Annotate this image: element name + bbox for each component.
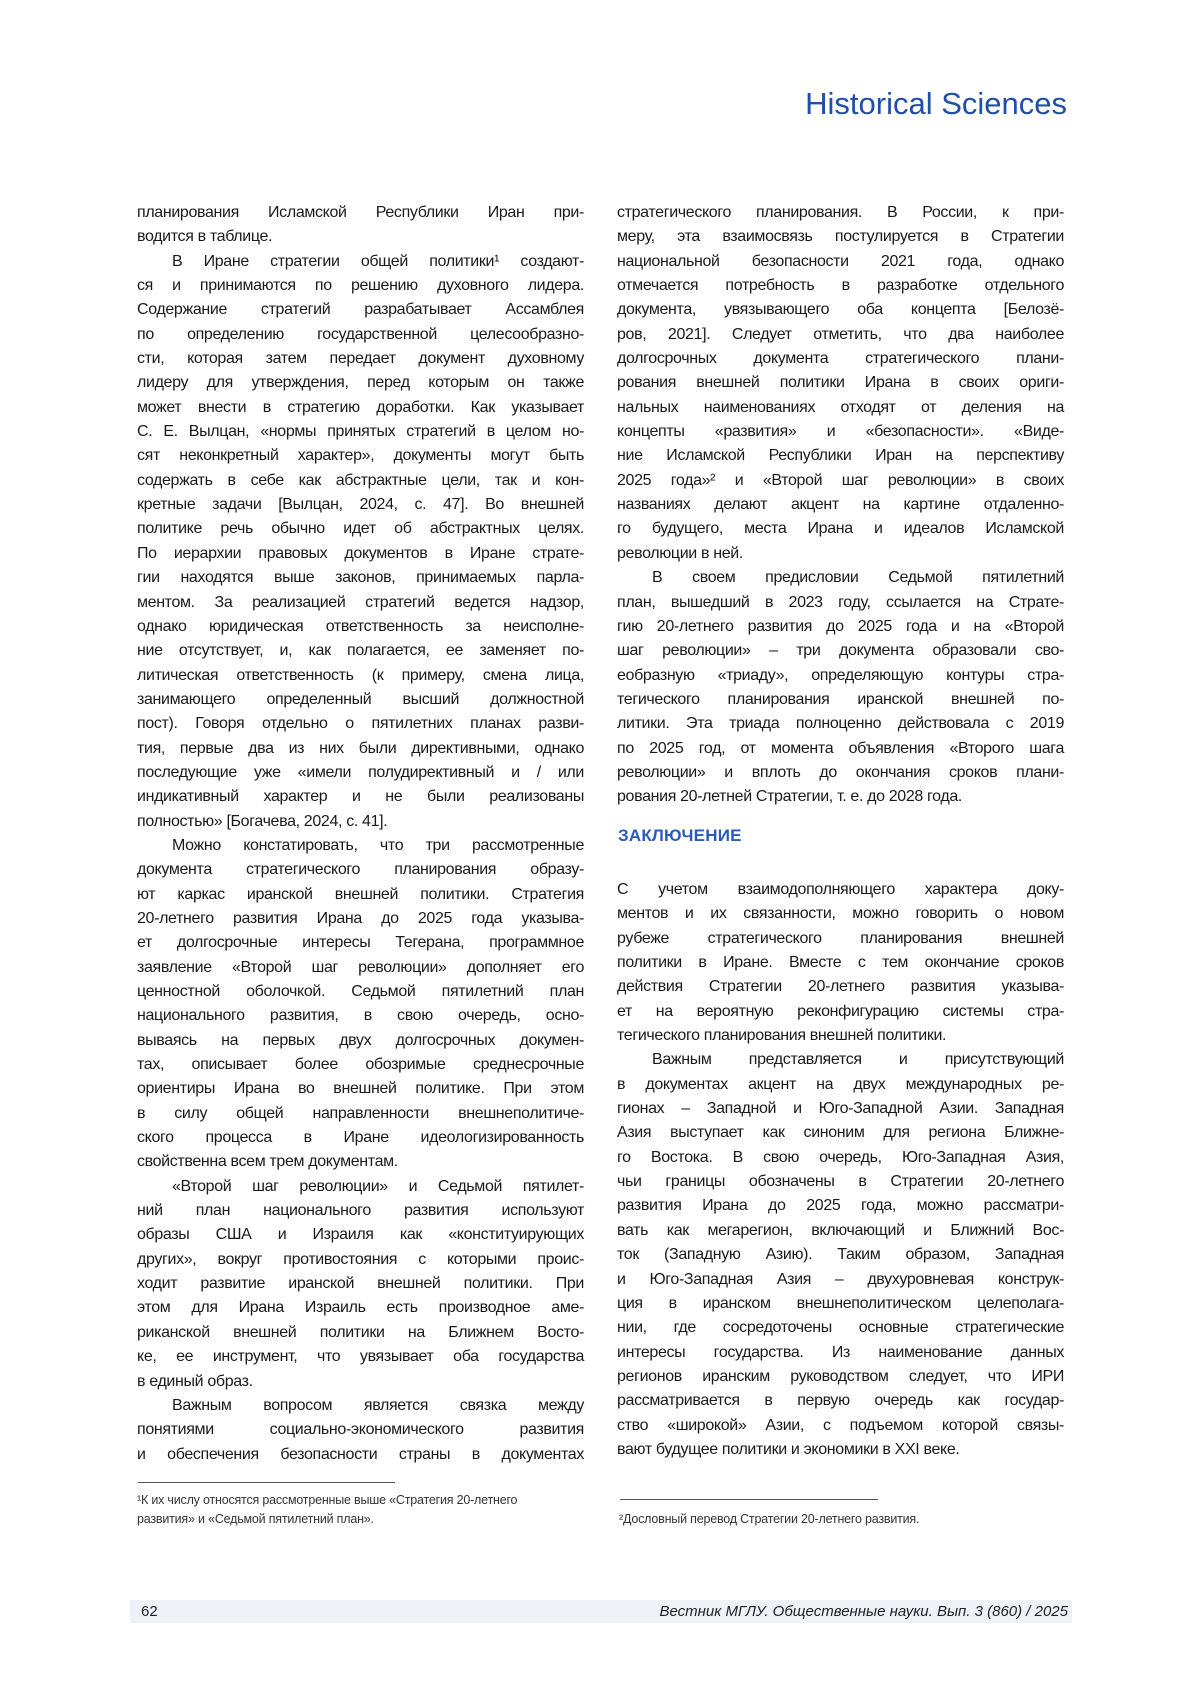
text-line: национальной безопасности 2021 года, однако [617, 250, 1064, 274]
text-line: вать как мегарегион, включающий и Ближний Вос- [617, 1219, 1064, 1243]
text-line: содержать в себе как абстрактные цели, так и кон- [137, 469, 584, 493]
text-line: ценностной оболочкой. Седьмой пятилетний план [137, 980, 584, 1004]
text-line: кретные задачи [Вылцан, 2024, с. 47]. Во внешней [137, 493, 584, 517]
text-line: революции в ней. [617, 542, 1064, 566]
text-line: гию 20-летнего развития до 2025 года и на «Второй [617, 615, 1064, 639]
footnote-divider [138, 1482, 395, 1483]
left-column [137, 201, 584, 1467]
text-line: сят неконкретный характер», документы могут быть [137, 444, 584, 468]
paragraph [137, 201, 584, 250]
text-line: водится в таблице. [137, 225, 584, 249]
text-line: шаг революции» – три документа образовали сво- [617, 639, 1064, 663]
text-line: по 2025 год, от момента объявления «Второго шага [617, 737, 1064, 761]
text-line: пост). Говоря отдельно о пятилетних планах разви- [137, 712, 584, 736]
text-line: тегического планирования иранской внешней по- [617, 688, 1064, 712]
text-line: го будущего, места Ирана и идеалов Исламской [617, 517, 1064, 541]
text-line: ний план национального развития используют [137, 1199, 584, 1223]
text-line: Важным представляется и присутствующий [617, 1048, 1064, 1072]
text-line: рубеже стратегического планирования внешней [617, 927, 1064, 951]
paragraph [137, 1394, 584, 1467]
text-line: рования 20-летней Стратегии, т. е. до 2028 года. [617, 785, 1064, 809]
text-line: понятиями социально-экономического развития [137, 1418, 584, 1442]
text-line: рования внешней политики Ирана в своих ориги- [617, 371, 1064, 395]
text-line: ходит развитие иранской внешней политики. При [137, 1272, 584, 1296]
text-line: других», вокруг противостояния с которыми проис- [137, 1248, 584, 1272]
text-line: ние Исламской Республики Иран на перспективу [617, 444, 1064, 468]
text-line: развития Ирана до 2025 года, можно рассматри- [617, 1194, 1064, 1218]
text-line: го Востока. В свою очередь, Юго-Западная Азия, [617, 1146, 1064, 1170]
text-line: нии, где сосредоточены основные стратегические [617, 1316, 1064, 1340]
section-title: Historical Sciences [805, 86, 1067, 122]
text-line: занимающего определенный высший должностной [137, 688, 584, 712]
text-line: ние отсутствует, и, как полагается, ее заменяет по- [137, 639, 584, 663]
text-line: действия Стратегии 20-летнего развития указыва- [617, 975, 1064, 999]
paragraph [617, 201, 1064, 566]
text-line: может внести в стратегию доработки. Как указывает [137, 396, 584, 420]
text-line: политике речь обычно идет об абстрактных целях. [137, 517, 584, 541]
text-line: полностью» [Богачева, 2024, с. 41]. [137, 810, 584, 834]
paragraph [617, 878, 1064, 1048]
text-line: этом для Ирана Израиль есть производное аме- [137, 1296, 584, 1320]
footnote-2: ²Дословный перевод Стратегии 20-летнего развития. [619, 1510, 1069, 1529]
footnote-1 [137, 1491, 597, 1529]
page-number: 62 [141, 1603, 158, 1620]
text-line: 20-летнего развития Ирана до 2025 года указыва- [137, 907, 584, 931]
text-line: индикативный характер и не были реализованы [137, 785, 584, 809]
text-line: ориентиры Ирана во внешней политике. При этом [137, 1077, 584, 1101]
footnote-1-line: ¹К их числу относятся рассмотренные выше «Стратегия 20-летнего [137, 1491, 597, 1510]
text-line: ет долгосрочные интересы Тегерана, программное [137, 931, 584, 955]
text-line: сти, которая затем передает документ духовному [137, 347, 584, 371]
paragraph [617, 566, 1064, 809]
text-line: меру, эта взаимосвязь постулируется в Стратегии [617, 225, 1064, 249]
text-line: «Второй шаг революции» и Седьмой пятилет- [137, 1175, 584, 1199]
text-line: политики в Иране. Вместе с тем окончание сроков [617, 951, 1064, 975]
footnote-1-line: развития» и «Седьмой пятилетний план». [137, 1510, 597, 1529]
text-line: чьи границы обозначены в Стратегии 20-летнего [617, 1170, 1064, 1194]
text-line: образы США и Израиля как «конституирующих [137, 1223, 584, 1247]
text-line: Содержание стратегий разрабатывает Ассамблея [137, 298, 584, 322]
text-line: план, вышедший в 2023 году, ссылается на Страте- [617, 591, 1064, 615]
text-line: Важным вопросом является связка между [137, 1394, 584, 1418]
text-line: планирования Исламской Республики Иран при- [137, 201, 584, 225]
text-line: и обеспечения безопасности страны в документах [137, 1443, 584, 1467]
text-line: национального развития, в свою очередь, осно- [137, 1004, 584, 1028]
text-line: риканской внешней политики на Ближнем Восто- [137, 1321, 584, 1345]
text-line: ют каркас иранской внешней политики. Стратегия [137, 883, 584, 907]
text-line: ство «широкой» Азии, с подъемом которой связы- [617, 1414, 1064, 1438]
text-line: литики. Эта триада полноценно действовала с 2019 [617, 712, 1064, 736]
text-line: в единый образ. [137, 1370, 584, 1394]
text-line: Можно констатировать, что три рассмотренные [137, 834, 584, 858]
text-line: ке, ее инструмент, что увязывает оба государства [137, 1345, 584, 1369]
conclusion-heading: ЗАКЛЮЧЕНИЕ [618, 826, 742, 846]
paragraph [137, 250, 584, 834]
text-line: тах, описывает более обозримые среднесрочные [137, 1053, 584, 1077]
journal-citation: Вестник МГЛУ. Общественные науки. Вып. 3 (860) / 2025 [659, 1603, 1068, 1620]
footnote-divider [620, 1499, 878, 1500]
text-line: в силу общей направленности внешнеполитиче- [137, 1102, 584, 1126]
right-column-conclusion [617, 878, 1064, 1462]
text-line: ментом. За реализацией стратегий ведется надзор, [137, 591, 584, 615]
text-line: еобразную «триаду», определяющую контуры стра- [617, 664, 1064, 688]
text-line: Азия выступает как синоним для региона Ближне- [617, 1121, 1064, 1145]
text-line: ров, 2021]. Следует отметить, что два наиболее [617, 323, 1064, 347]
text-line: нальных наименованиях отходят от деления на [617, 396, 1064, 420]
text-line: ет на вероятную реконфигурацию системы стра- [617, 1000, 1064, 1024]
text-line: вают будущее политики и экономики в XXI веке. [617, 1438, 1064, 1462]
text-line: долгосрочных документа стратегического плани- [617, 347, 1064, 371]
text-line: по определению государственной целесообразно- [137, 323, 584, 347]
text-line: С учетом взаимодополняющего характера доку- [617, 878, 1064, 902]
right-column-top [617, 201, 1064, 810]
text-line: стратегического планирования. В России, к при- [617, 201, 1064, 225]
text-line: рассматривается в первую очередь как государ- [617, 1389, 1064, 1413]
page-footer [130, 1600, 1072, 1623]
text-line: названиях делают акцент на картине отдаленно- [617, 493, 1064, 517]
text-line: документа, увязывающего оба концепта [Белозё- [617, 298, 1064, 322]
paragraph [137, 834, 584, 1175]
text-line: революции» и вплоть до окончания сроков плани- [617, 761, 1064, 785]
text-line: В Иране стратегии общей политики¹ создают- [137, 250, 584, 274]
text-line: С. Е. Вылцан, «нормы принятых стратегий в целом но- [137, 420, 584, 444]
text-line: ток (Западную Азию). Таким образом, Западная [617, 1243, 1064, 1267]
text-line: концепты «развития» и «безопасности». «Виде- [617, 420, 1064, 444]
text-line: и Юго-Западная Азия – двухуровневая конструк- [617, 1268, 1064, 1292]
text-line: однако юридическая ответственность за неисполне- [137, 615, 584, 639]
text-line: ментов и их связанности, можно говорить о новом [617, 902, 1064, 926]
text-line: заявление «Второй шаг революции» дополняет его [137, 956, 584, 980]
text-line: 2025 года»² и «Второй шаг революции» в своих [617, 469, 1064, 493]
text-line: ского процесса в Иране идеологизированность [137, 1126, 584, 1150]
text-line: отмечается потребность в разработке отдельного [617, 274, 1064, 298]
text-line: документа стратегического планирования образу- [137, 858, 584, 882]
text-line: интересы государства. Из наименование данных [617, 1341, 1064, 1365]
text-line: лидеру для утверждения, перед которым он также [137, 371, 584, 395]
text-line: тия, первые два из них были директивными, однако [137, 737, 584, 761]
text-line: литическая ответственность (к примеру, смена лица, [137, 664, 584, 688]
text-line: По иерархии правовых документов в Иране страте- [137, 542, 584, 566]
text-line: ся и принимаются по решению духовного лидера. [137, 274, 584, 298]
paragraph [137, 1175, 584, 1394]
text-line: вываясь на первых двух долгосрочных докумен- [137, 1029, 584, 1053]
text-line: В своем предисловии Седьмой пятилетний [617, 566, 1064, 590]
text-line: последующие уже «имели полудирективный и / или [137, 761, 584, 785]
text-line: тегического планирования внешней политики. [617, 1024, 1064, 1048]
text-line: гионах – Западной и Юго-Западной Азии. Западная [617, 1097, 1064, 1121]
paragraph [617, 1048, 1064, 1462]
text-line: свойственна всем трем документам. [137, 1150, 584, 1174]
text-line: гии находятся выше законов, принимаемых парла- [137, 566, 584, 590]
text-line: регионов иранским руководством следует, что ИРИ [617, 1365, 1064, 1389]
text-line: ция в иранском внешнеполитическом целеполага- [617, 1292, 1064, 1316]
text-line: в документах акцент на двух международных ре- [617, 1073, 1064, 1097]
